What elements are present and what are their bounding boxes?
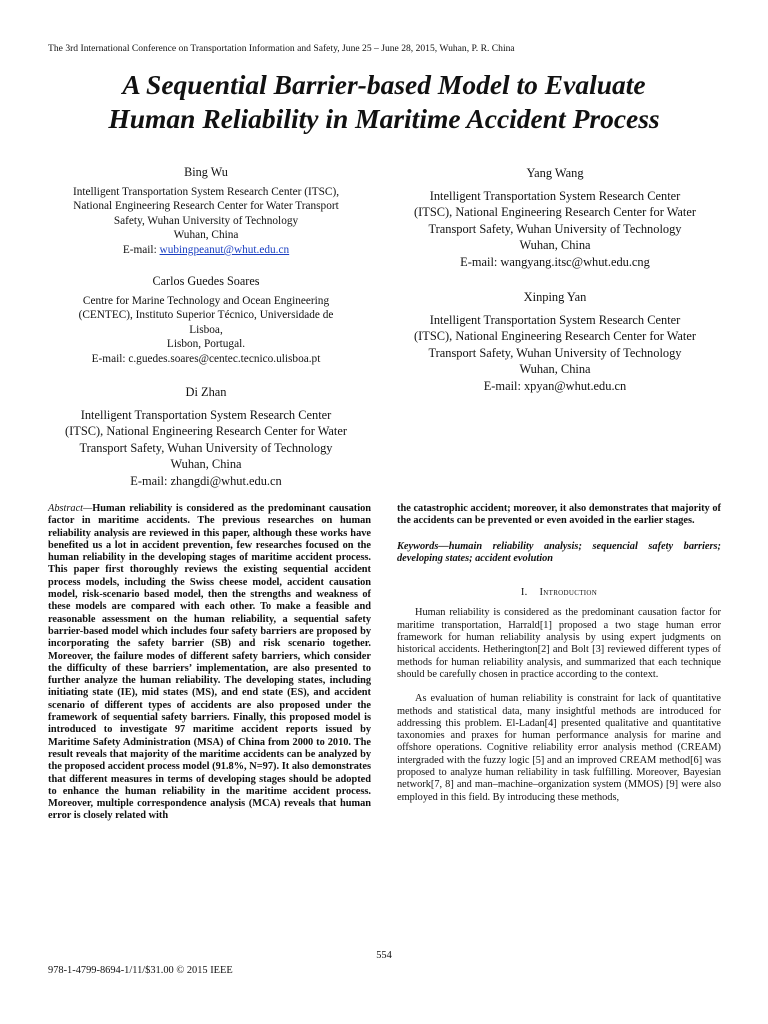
affiliation-line: Transport Safety, Wuhan University of Technology <box>428 345 682 360</box>
author-email-line: E-mail: zhangdi@whut.edu.cn <box>130 473 282 488</box>
author-block-yang-wang <box>385 165 725 271</box>
author-block-di-zhan <box>30 384 382 490</box>
affiliation-line: Transport Safety, Wuhan University of Technology <box>79 440 333 455</box>
affiliation-line: Transport Safety, Wuhan University of Technology <box>428 221 682 236</box>
author-name: Yang Wang <box>526 166 584 180</box>
title-line-2: Human Reliability in Maritime Accident Process <box>108 103 660 134</box>
affiliation-line: Intelligent Transportation System Research Center (ITSC), <box>72 185 340 198</box>
author-email-line: E-mail: xpyan@whut.edu.cn <box>483 378 627 393</box>
title-line-1: A Sequential Barrier-based Model to Evaluate <box>122 69 646 100</box>
affiliation-line: Safety, Wuhan University of Technology <box>113 214 299 227</box>
paper-title <box>30 68 738 136</box>
conference-header: The 3rd International Conference on Transportation Information and Safety, June 25 – June 28, 2015, Wuhan, P. R. China <box>48 43 515 54</box>
affiliation-line: Wuhan, China <box>519 362 591 377</box>
affiliation-line: Intelligent Transportation System Research Center <box>429 312 681 327</box>
right-column <box>397 503 721 804</box>
affiliation-line: Intelligent Transportation System Research Center <box>429 188 681 203</box>
affiliation-line: (ITSC), National Engineering Research Center for Water <box>414 329 696 344</box>
affiliation-line: Wuhan, China <box>170 457 242 472</box>
affiliation-line: (ITSC), National Engineering Research Center for Water <box>414 205 696 220</box>
author-email-line: E-mail: c.guedes.soares@centec.tecnico.ulisboa.pt <box>91 352 321 365</box>
affiliation-line: (ITSC), National Engineering Research Center for Water <box>65 424 347 439</box>
intro-paragraph-1: Human reliability is considered as the predominant causation factor for maritime transportation, Harrald[1] proposed a two stage human error framework for human reliability analysis by using expert judgments on historical accidents. Hetherington[2] and Bolt [3] reviewed different types of methods for human reliability analysis, and summarized that each technique should be carefully chosen in practice according to the context. <box>397 607 721 680</box>
affiliation-line: Wuhan, China <box>519 238 591 253</box>
section-heading-introduction <box>397 587 721 599</box>
author-name: Xinping Yan <box>523 290 587 304</box>
left-column <box>48 503 371 823</box>
affiliation-line: (CENTEC), Instituto Superior Técnico, Universidade de <box>78 309 334 322</box>
keywords: Keywords—humain reliability analysis; sequencial safety barriers; developing states; accident evolution <box>397 540 721 564</box>
intro-paragraph-2: As evaluation of human reliability is constraint for lack of quantitative methods and statistical data, many insightful methods are introduced for addressing this problem. El-Ladan[4] presented qualitative and quantitative taxonomies and praxes for human performance analysis for marine and offshore operations. Cognitive reliability error analysis method (CREAM) intergraded with the fuzzy logic [5] and an improved CREAM method[6] was proposed to analyze human reliability in task fulfilling. Moreover, Bayesian network[7, 8] and man–machine–organization system (MMOS) [9] were also employed in this field. By introducing these methods, <box>397 693 721 803</box>
author-email-line: E-mail: wangyang.itsc@whut.edu.cng <box>460 254 650 269</box>
section-title: Introduction <box>539 587 598 599</box>
author-name: Bing Wu <box>184 165 228 179</box>
affiliation-line: Wuhan, China <box>173 229 239 242</box>
email-prefix: E-mail: <box>122 243 160 256</box>
author-block-xinping-yan <box>385 289 725 395</box>
abstract-continuation: the catastrophic accident; moreover, it also demonstrates that majority of the accidents can be prevented or even avoided in the earlier stages. <box>397 503 721 527</box>
abstract <box>48 503 371 823</box>
affiliation-line: National Engineering Research Center for Water Transport <box>73 200 339 213</box>
abstract-body: Human reliability is considered as the predominant causation factor in maritime accidents. The previous researches on human reliability analysis are reviewed in this paper, although these works have benefited us a lot in accident prevention, few researches focused on the human reliability in the developing stages of maritime accident process. This paper first thoroughly reviews the existing sequential accident process models, including the Swiss cheese model, accident causation model, risk-scenario based model, then the strengths and weakness of these models are compared with each other. To make a feasible and reasonable assessment on the human reliability, a sequential safety barrier-based model which includes four safety barriers are proposed by incorporating the safety barrier (SB) and risk scenario together. Moreover, the failure modes of different safety barriers, which consider the difficulty of these barriers’ implementation, are also presented to further analyze the human reliability. The developing states, including initiating state (IE), mid states (MS), and end state (ES), and accident scenario of different types of accidents are also proposed under the framework of sequential safety barriers. Finally, this proposed model is introduced to investigate 97 maritime accident reports issued by Maritime Safety Administration (MSA) of China from 2000 to 2010. The result reveals that majority of the maritime accidents can be analyzed by the proposed accident process model (91.8%, N=97). It also demonstrates that different measures in terms of developing stages should be adopted to enhance the human reliability in the maritime accident process. Moreover, multiple correspondence analysis (MCA) reveals that human error is closely related with <box>48 503 371 822</box>
affiliation-line: Centre for Marine Technology and Ocean Engineering <box>82 294 330 307</box>
author-name: Carlos Guedes Soares <box>152 274 260 288</box>
affiliation-line: Lisbon, Portugal. <box>166 338 246 351</box>
abstract-label: Abstract— <box>48 503 93 514</box>
footer-copyright: 978-1-4799-8694-1/11/$31.00 © 2015 IEEE <box>48 965 233 976</box>
author-block-carlos-guedes-soares <box>30 274 382 367</box>
section-number: I. <box>520 587 528 599</box>
author-email-line <box>30 243 382 258</box>
page-number: 554 <box>376 950 392 961</box>
author-name: Di Zhan <box>185 385 227 399</box>
author-block-bing-wu <box>30 165 382 258</box>
affiliation-line: Intelligent Transportation System Research Center <box>80 407 332 422</box>
author-email-link[interactable]: wubingpeanut@whut.edu.cn <box>159 243 290 256</box>
affiliation-line: Lisboa, <box>189 323 223 336</box>
